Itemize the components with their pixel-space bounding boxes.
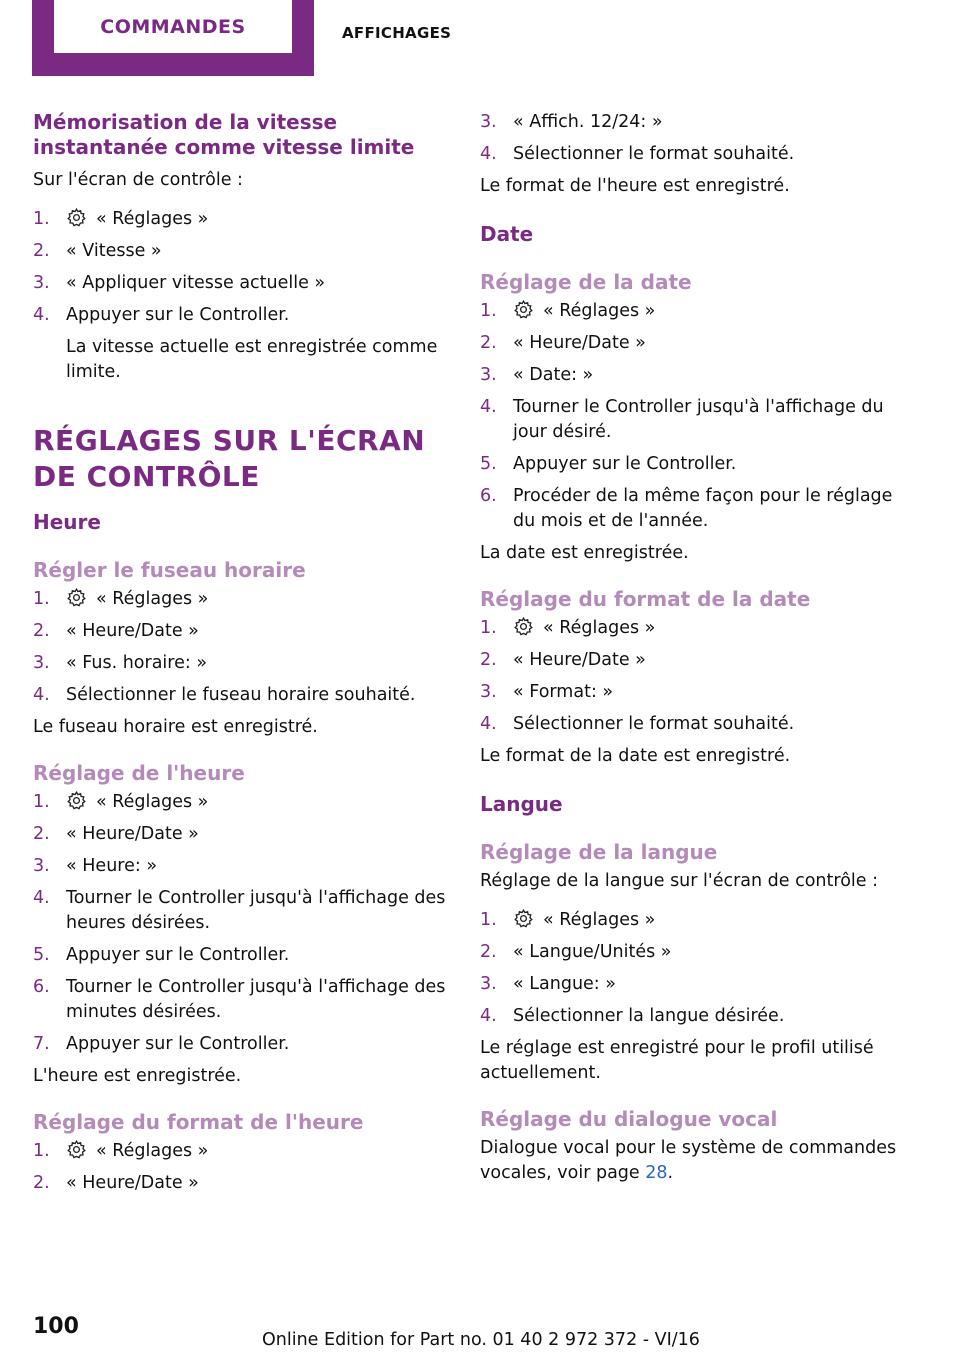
step-result: La vitesse actuelle est enregistrée comme limite. (66, 337, 438, 382)
heading-format-heure: Réglage du format de l'heure (33, 1110, 364, 1134)
page-number: 100 (33, 1314, 79, 1339)
right-column (480, 110, 900, 1192)
heading-reglage-date: Réglage de la date (480, 270, 692, 294)
list-item: 2. « Langue/Unités » (480, 942, 672, 962)
left-column (33, 110, 453, 1203)
format-heure-steps-cont (480, 110, 900, 167)
list-item: 3. « Affich. 12/24: » (480, 112, 663, 132)
memorisation-intro: Sur l'écran de contrôle : (33, 170, 243, 190)
reglage-date-steps (480, 299, 900, 534)
heading-date: Date (480, 222, 534, 246)
heading-dialogue-vocal: Réglage du dialogue vocal (480, 1107, 778, 1131)
reglage-langue-intro: Réglage de la langue sur l'écran de contrôle : (480, 871, 878, 891)
list-item: 1. « Réglages » (480, 910, 656, 930)
list-item: 1. « Réglages » (480, 301, 656, 321)
heading-heure: Heure (33, 510, 101, 534)
tab-commandes-label: COMMANDES (54, 0, 292, 53)
page-link[interactable]: 28 (645, 1163, 668, 1183)
reglage-langue-steps (480, 908, 900, 1029)
heading-memorisation: Mémorisation de la vitesse instantanée comme vitesse limite (33, 110, 415, 159)
section-title: RÉGLAGES SUR L'ÉCRAN DE CONTRÔLE (33, 424, 426, 493)
list-item: 3. « Heure: » (33, 856, 158, 876)
list-item: 5. Appuyer sur le Controller. (480, 454, 737, 474)
format-heure-steps (33, 1139, 453, 1196)
gear-icon (513, 908, 534, 929)
list-item: 2. « Vitesse » (33, 241, 162, 261)
list-item: 4. Tourner le Controller jusqu'à l'affichage du jour désiré. (480, 397, 884, 442)
memorisation-steps (33, 207, 453, 385)
list-item: 7. Appuyer sur le Controller. (33, 1034, 290, 1054)
list-item: 1. « Réglages » (33, 209, 209, 229)
list-item: 1. « Réglages » (33, 589, 209, 609)
gear-icon (513, 299, 534, 320)
list-item: 3. « Appliquer vitesse actuelle » (33, 273, 326, 293)
heading-langue: Langue (480, 792, 563, 816)
list-item: 2. « Heure/Date » (480, 333, 646, 353)
list-item: 2. « Heure/Date » (33, 1173, 199, 1193)
tab-commandes[interactable] (32, 0, 314, 76)
fuseau-steps (33, 587, 453, 708)
dialogue-vocal-text: Dialogue vocal pour le système de commandes vocales, voir page 28. (480, 1138, 897, 1183)
reglage-date-result: La date est enregistrée. (480, 543, 689, 563)
list-item: 4. Appuyer sur le Controller. La vitesse actuelle est enregistrée comme limite. (33, 303, 453, 385)
list-item: 3. « Date: » (480, 365, 594, 385)
list-item: 1. « Réglages » (33, 1141, 209, 1161)
list-item: 3. « Format: » (480, 682, 614, 702)
format-date-result: Le format de la date est enregistré. (480, 746, 791, 766)
list-item: 4. Sélectionner le format souhaité. (480, 714, 795, 734)
list-item: 2. « Heure/Date » (480, 650, 646, 670)
tab-affichages[interactable]: AFFICHAGES (342, 24, 452, 42)
gear-icon (66, 207, 87, 228)
gear-icon (66, 790, 87, 811)
list-item: 4. Sélectionner la langue désirée. (480, 1006, 785, 1026)
gear-icon (66, 587, 87, 608)
list-item: 1. « Réglages » (480, 618, 656, 638)
list-item: 4. Sélectionner le format souhaité. (480, 144, 795, 164)
gear-icon (513, 616, 534, 637)
list-item: 2. « Heure/Date » (33, 824, 199, 844)
list-item: 1. « Réglages » (33, 792, 209, 812)
heading-reglage-langue: Réglage de la langue (480, 840, 718, 864)
list-item: 6. Procéder de la même façon pour le réglage du mois et de l'année. (480, 486, 893, 531)
list-item: 3. « Fus. horaire: » (33, 653, 208, 673)
format-date-steps (480, 616, 900, 737)
list-item: 6. Tourner le Controller jusqu'à l'affichage des minutes désirées. (33, 977, 446, 1022)
footer-edition: Online Edition for Part no. 01 40 2 972 372 - VI/16 (262, 1330, 700, 1350)
heading-reglage-heure: Réglage de l'heure (33, 761, 245, 785)
reglage-heure-result: L'heure est enregistrée. (33, 1066, 242, 1086)
heading-fuseau: Régler le fuseau horaire (33, 558, 306, 582)
format-heure-result: Le format de l'heure est enregistré. (480, 176, 790, 196)
list-item: 4. Tourner le Controller jusqu'à l'affichage des heures désirées. (33, 888, 446, 933)
fuseau-result: Le fuseau horaire est enregistré. (33, 717, 318, 737)
list-item: 5. Appuyer sur le Controller. (33, 945, 290, 965)
reglage-heure-steps (33, 790, 453, 1057)
list-item: 3. « Langue: » (480, 974, 616, 994)
list-item: 4. Sélectionner le fuseau horaire souhaité. (33, 685, 416, 705)
gear-icon (66, 1139, 87, 1160)
heading-format-date: Réglage du format de la date (480, 587, 811, 611)
list-item: 2. « Heure/Date » (33, 621, 199, 641)
reglage-langue-result: Le réglage est enregistré pour le profil utilisé actuellement. (480, 1038, 874, 1083)
